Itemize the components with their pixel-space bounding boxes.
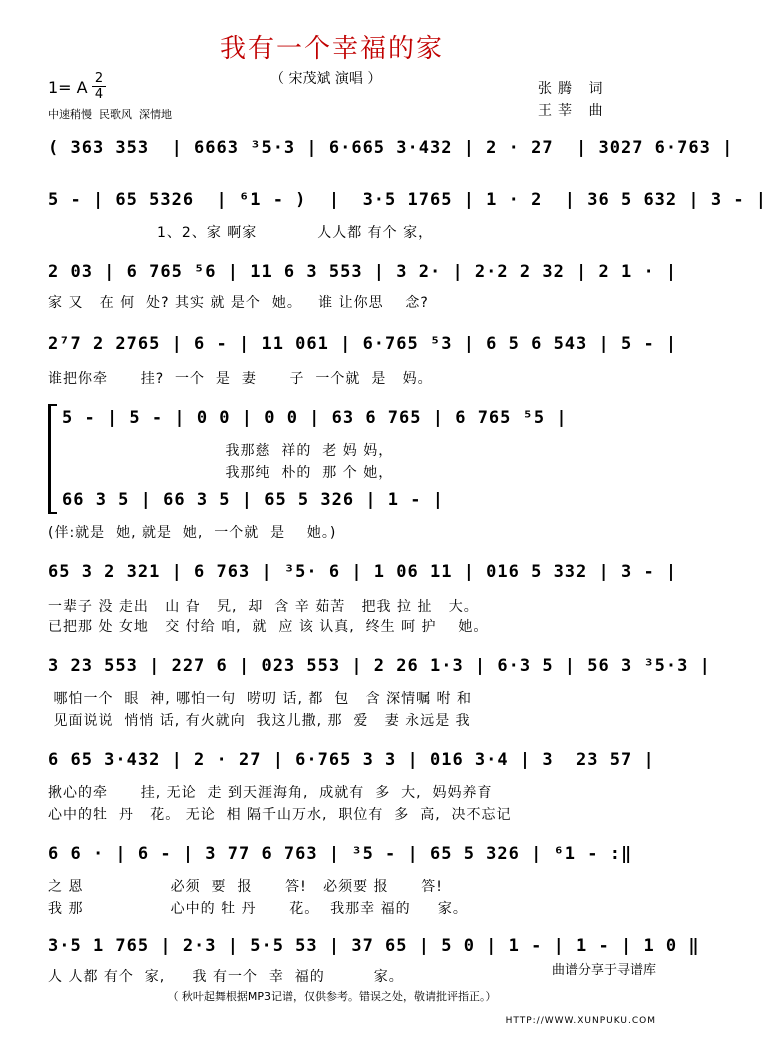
score-row-8: 3 23 553 | 227 6 | 023 553 | 2 26 1·3 | 6·3 5 | 56 3 ³5·3 | — [48, 656, 711, 676]
time-bottom: 4 — [94, 87, 104, 102]
score-row-3: 2 03 | 6 765 ⁵6 | 11 6 3 553 | 3 2· | 2·2 2 32 | 2 1 · | — [48, 262, 678, 282]
performer: （ 宋茂斌 演唱 ） — [270, 71, 382, 87]
lyric-row-5b: 我那纯 朴的 那 个 她， — [62, 465, 394, 481]
composer: 王莘 曲 — [538, 103, 609, 119]
score-row-4: 2⁷7 2 2765 | 6 - | 11 061 | 6·765 ⁵3 | 6 5 6 543 | 5 - | — [48, 334, 678, 354]
score-row-2: 5 - | 65 5326 | ⁶1 - ) | 3·5 1765 | 1 · 2 | 36 5 632 | 3 - | — [48, 190, 767, 210]
lyric-row-5a: 我那慈 祥的 老 妈 妈， — [62, 443, 394, 459]
lyric-row-9b: 心中的牡 丹 花。 无论 相 隔千山万水, 职位有 多 高, 决不忘记 — [48, 807, 512, 823]
tempo-marking: 中速稍慢 民歌风 深情地 — [48, 108, 172, 121]
score-row-5: 5 - | 5 - | 0 0 | 0 0 | 63 6 765 | 6 765 ⁵5 | — [62, 408, 568, 428]
score-row-6: 66 3 5 | 66 3 5 | 65 5 326 | 1 - | — [62, 490, 444, 510]
system-bracket — [48, 404, 57, 514]
site-watermark — [506, 921, 656, 1045]
score-row-9: 6 65 3·432 | 2 · 27 | 6·765 3 3 | 016 3·4 | 3 23 57 | — [48, 750, 655, 770]
lyric-row-6: (伴:就是 她, 就是 她, 一个就 是 她。) — [48, 525, 337, 541]
watermark-url: HTTP://WWW.XUNPUKU.COM — [505, 1016, 656, 1026]
lyricist: 张腾 词 — [538, 81, 609, 97]
time-signature — [92, 72, 106, 101]
lyric-row-10a: 之 恩 必须 要 报 答! 必须要 报 答! — [48, 879, 443, 895]
lyric-row-9a: 揪心的牵 挂, 无论 走 到天涯海角, 成就有 多 大, 妈妈养育 — [48, 785, 493, 801]
score-row-1: ( 363 353 | 6663 ³5·3 | 6·665 3·432 | 2 · 27 | 3027 6·763 | — [48, 138, 734, 158]
lyric-row-2: 1、2、家 啊家 人人都 有个 家， — [48, 225, 434, 241]
score-row-7: 65 3 2 321 | 6 763 | ³5· 6 | 1 06 11 | 016 5 332 | 3 - | — [48, 562, 678, 582]
lyric-row-4: 谁把你牵 挂? 一个 是 妻 子 一个就 是 妈。 — [48, 371, 433, 387]
score-row-10: 6 6 · | 6 - | 3 77 6 763 | ³5 - | 65 5 326 | ⁶1 - :‖ — [48, 844, 633, 864]
time-top: 2 — [94, 71, 104, 86]
lyric-row-8b: 见面说说 悄悄 话, 有火就向 我这儿撒, 那 爱 妻 永远是 我 — [48, 713, 471, 729]
score-row-11: 3·5 1 765 | 2·3 | 5·5 53 | 37 65 | 5 0 | 1 - | 1 - | 1 0 ‖ — [48, 936, 700, 956]
lyric-row-11: 人 人都 有个 家, 我 有一个 幸 福的 家。 — [48, 969, 404, 985]
lyric-row-3: 家 又 在 何 处? 其实 就 是个 她。 谁 让你思 念? — [48, 295, 429, 311]
lyric-row-8a: 哪怕一个 眼 神, 哪怕一句 唠叨 话, 都 包 含 深情嘱 咐 和 — [48, 691, 473, 707]
page-title: 我有一个幸福的家 — [219, 34, 444, 64]
lyric-row-7a: 一辈子 没 走出 山 旮 旯, 却 含 辛 茹苦 把我 拉 扯 大。 — [48, 599, 479, 615]
watermark-line1: 曲谱分享于寻谱库 — [551, 963, 656, 978]
lyric-row-10b: 我 那 心中的 牡 丹 花。 我那幸 福的 家。 — [48, 901, 468, 917]
key-signature: 1= A — [48, 78, 88, 97]
lyric-row-7b: 已把那 处 女地 交 付给 咱, 就 应 该 认真, 终生 呵 护 她。 — [48, 619, 489, 635]
transcription-credit: （ 秋叶起舞根据MP3记谱，仅供参考。错误之处，敬请批评指正。） — [167, 990, 497, 1003]
